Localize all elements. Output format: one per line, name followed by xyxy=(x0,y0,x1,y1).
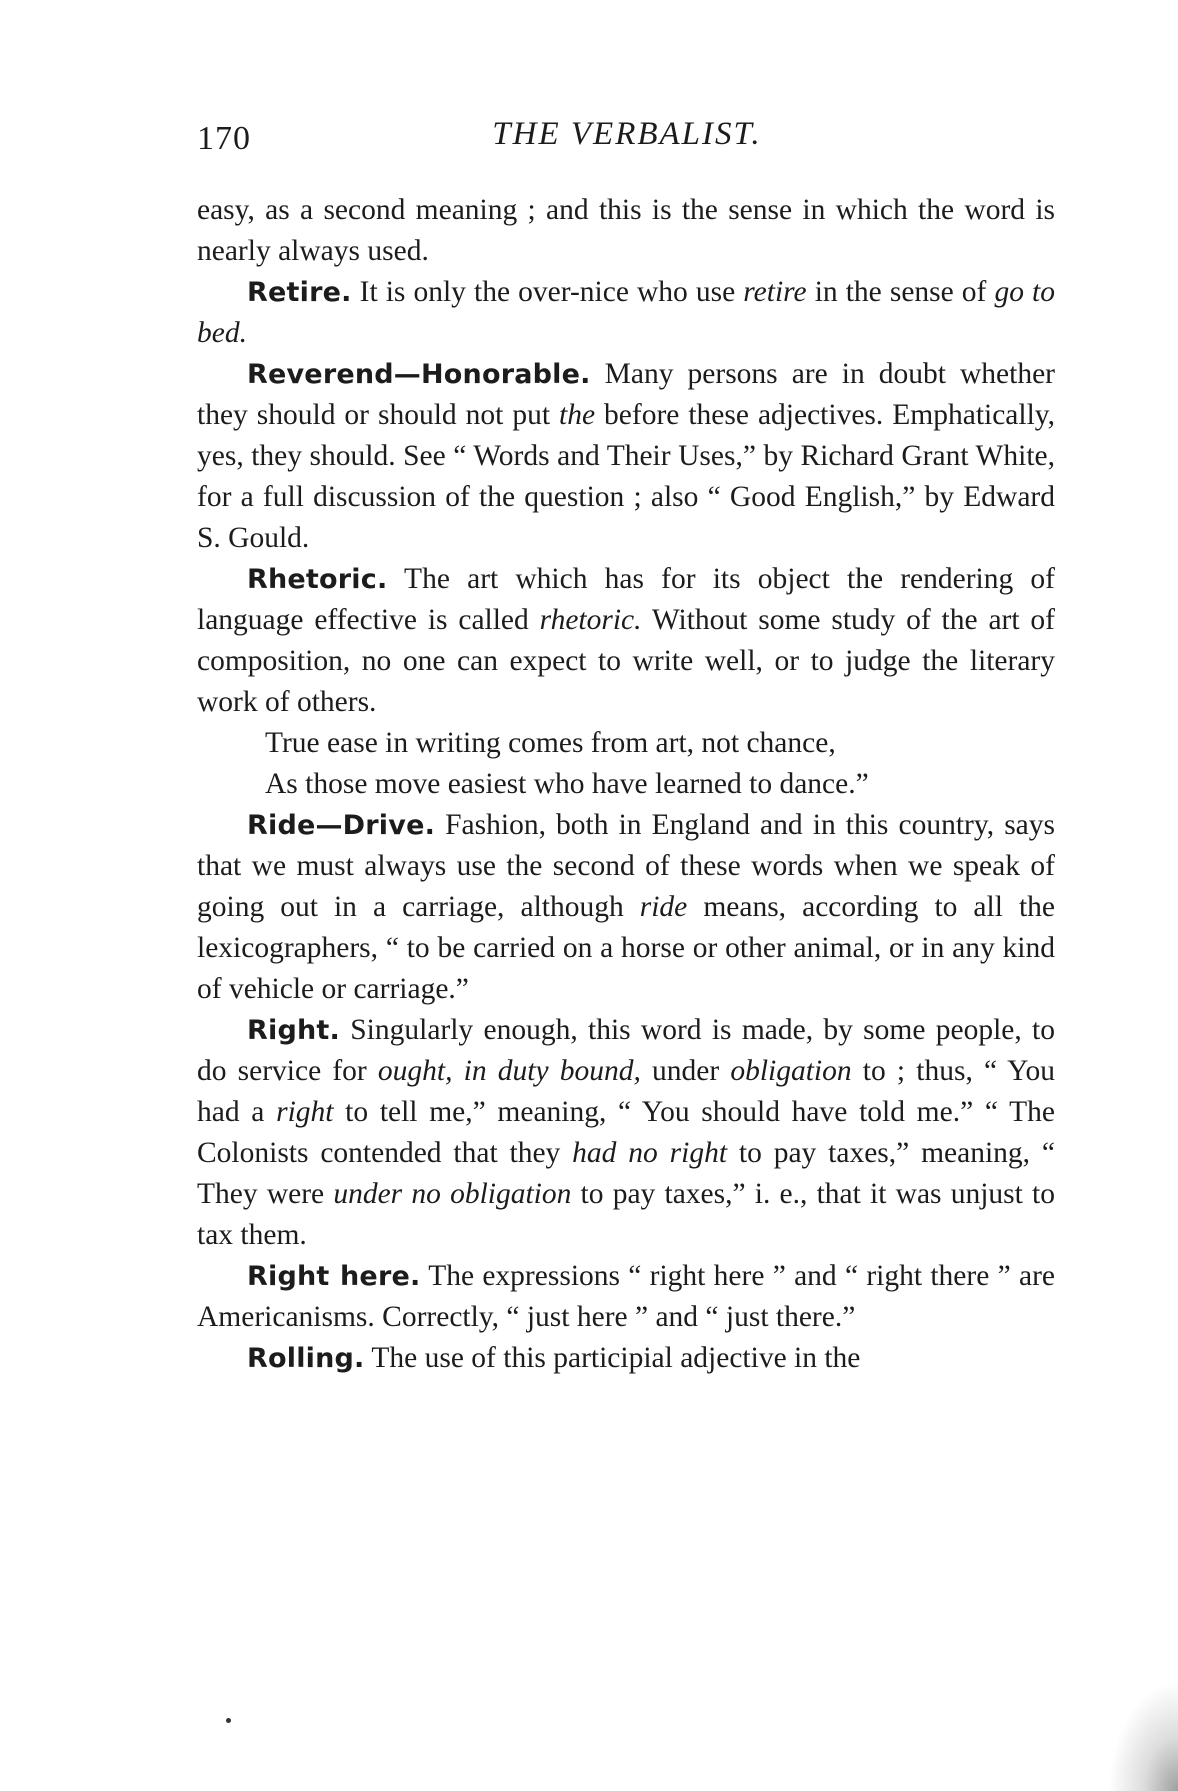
paragraph-continuation: easy, as a second meaning ; and this is the sense in which the word is nearly always used. xyxy=(197,194,1055,267)
headword: Right. xyxy=(247,1015,340,1046)
verse-line: As those move easiest who have learned to dance.” xyxy=(265,768,869,800)
verse-line: True ease in writing comes from art, not chance, xyxy=(265,727,836,759)
italic-term: right xyxy=(276,1096,334,1128)
entry-text: The expressions “ right here ” and “ right there ” are Americanisms. Correctly, “ just here ” and “ just there.” xyxy=(197,1260,1055,1333)
italic-term: retire xyxy=(743,276,807,308)
entry-right-here xyxy=(197,1256,1055,1338)
entry-reverend-honorable xyxy=(197,354,1055,559)
italic-term: ride xyxy=(639,891,688,923)
entry-text: in the sense of xyxy=(806,276,995,308)
entry-text: to pay taxes,” i. e., that it was unjust to tax them. xyxy=(197,1178,1055,1251)
entry-text: The art which has for its object the rendering of language effective is called xyxy=(197,563,1055,636)
page-header xyxy=(197,112,1057,162)
headword: Rhetoric. xyxy=(247,564,388,595)
italic-term: under no obligation xyxy=(333,1178,572,1210)
page-number: 170 xyxy=(197,120,251,157)
italic-term: go to bed. xyxy=(197,276,1055,349)
entry-text: to pay taxes,” meaning, “ They were xyxy=(197,1137,1056,1210)
italic-term: had no right xyxy=(572,1137,728,1169)
entry-rhetoric xyxy=(197,559,1055,723)
entry-retire xyxy=(197,272,1055,354)
entry-text: Without some study of the art of composition, no one can expect to write well, or to judge the literary work of others. xyxy=(197,604,1055,718)
entry-text: The use of this participial adjective in the xyxy=(364,1342,861,1374)
entry-text: Singularly enough, this word is made, by some people, to do service for xyxy=(197,1014,1055,1087)
entry-text: Many persons are in doubt whether they should or should not put xyxy=(197,358,1055,431)
entry-rolling xyxy=(197,1338,1055,1379)
headword: Rolling. xyxy=(247,1343,365,1374)
entry-right xyxy=(197,1010,1055,1256)
italic-term: obligation xyxy=(730,1055,852,1087)
entry-text: It is only the over-nice who use xyxy=(351,276,744,308)
entry-ride-drive xyxy=(197,805,1055,1010)
entry-text: before these adjectives. Emphatically, yes, they should. See “ Words and Their Uses,” by Richard Grant White, for a full discussion of the question ; also “ Good English,” by Edward S. Gould. xyxy=(197,399,1055,554)
italic-term: rhetoric. xyxy=(539,604,642,636)
body-text xyxy=(197,190,1055,1379)
entry-text: to tell me,” meaning, “ You should have told me.” “ The Colonists contended that they xyxy=(197,1096,1055,1169)
italic-term: ought, in duty bound, xyxy=(377,1055,641,1087)
ink-speck xyxy=(226,1718,231,1723)
scan-smudge xyxy=(1108,1681,1178,1791)
entry-text: under xyxy=(640,1055,731,1087)
headword: Reverend—Honorable. xyxy=(247,359,591,390)
headword: Ride—Drive. xyxy=(247,810,436,841)
headword: Right here. xyxy=(247,1261,421,1292)
entry-text: Fashion, both in England and in this country, says that we must always use the second of these words when we speak of going out in a carriage, although xyxy=(197,809,1055,923)
italic-term: the xyxy=(559,399,596,431)
headword: Retire. xyxy=(247,277,352,308)
entry-text: means, according to all the lexicographers, “ to be carried on a horse or other animal, or in any kind of vehicle or carriage.” xyxy=(197,891,1055,1005)
running-title: THE VERBALIST. xyxy=(492,116,762,152)
entry-text: to ; thus, “ You had a xyxy=(197,1055,1055,1128)
